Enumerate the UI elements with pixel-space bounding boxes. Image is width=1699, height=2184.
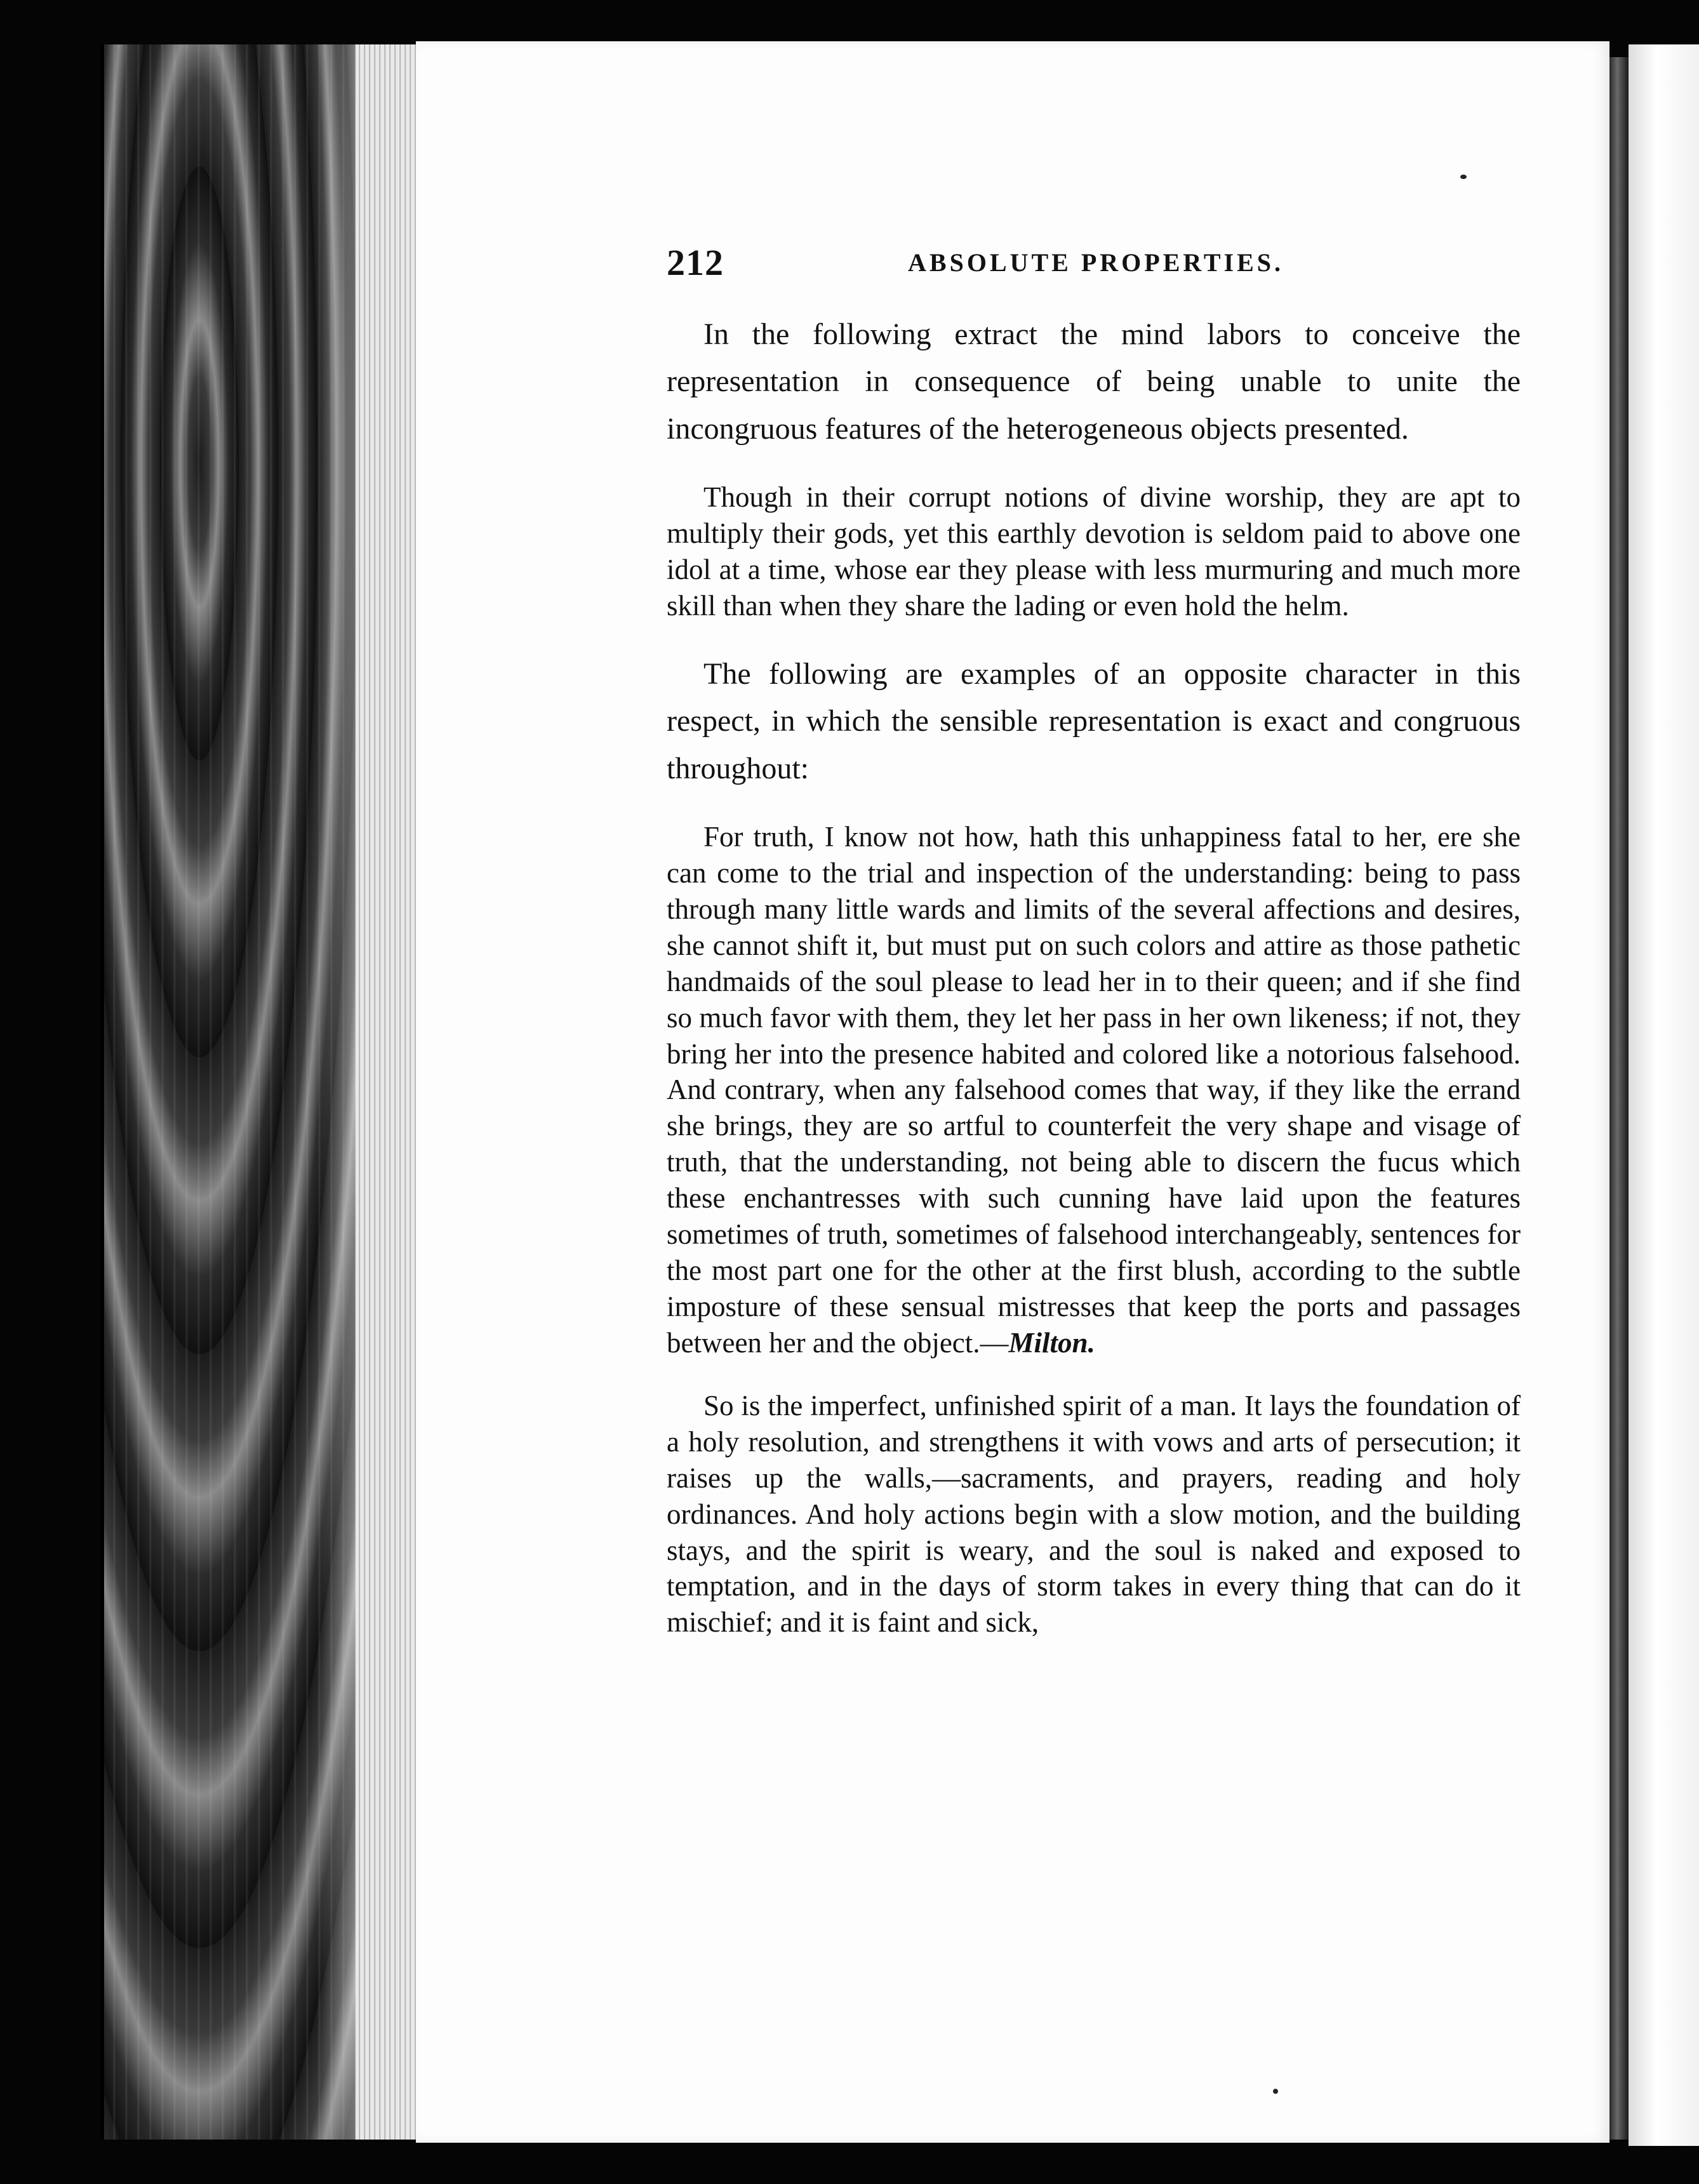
- page-leaves: [356, 44, 419, 2140]
- extract-text: For truth, I know not how, hath this unhappiness fatal to her, ere she can come to the trial and inspection of the understanding: being to pass through many little wards and limits of the several affections and desires, she cannot shift it, but must put on such colors and attire as those pathetic handmaids of the soul please to lead her in to their queen; and if she find so much favor with them, they let her pass in her own likeness; if not, they bring her into the presence habited and colored like a notorious falsehood. And contrary, when any falsehood comes that way, if they like the errand she brings, they are so artful to counterfeit the very shape and visage of truth, that the understanding, not being able to discern the fucus which these enchantresses with such cunning have laid upon the features sometimes of truth, sometimes of falsehood interchangeably, sentences for the most part one for the other at the first blush, according to the subtle imposture of these sensual mistresses that keep the ports and passages between her and the object.—: [667, 821, 1521, 1359]
- page-heading: ABSOLUTE PROPERTIES.: [908, 248, 1284, 277]
- ink-speck: [1460, 175, 1467, 179]
- paragraph-extract-2: So is the imperfect, unfinished spirit of a man. It lays the foundation of a holy resolution, and strengthens it with vows and arts of persecution; it raises up the walls,—sacraments, and prayers, reading and holy ordinances. And holy actions begin with a slow motion, and the building stays, and the spirit is weary, and the soul is naked and exposed to temptation, and in the days of storm takes in every thing that can do it mischief; and it is faint and sick,: [667, 1389, 1521, 1639]
- facing-page-edge: [1629, 44, 1699, 2146]
- page-number: 212: [667, 242, 724, 283]
- ink-speck: [1273, 2089, 1278, 2094]
- running-head: [667, 241, 1521, 298]
- book-gutter: [1609, 57, 1629, 2140]
- paragraph-intro: In the following extract the mind labors to conceive the representation in consequence of being unable to unite the incongruous features of the heterogeneous objects presented.: [667, 317, 1521, 446]
- page-text-block: [667, 241, 1521, 1667]
- paragraph-extract-1: Though in their corrupt notions of divine worship, they are apt to multiply their gods, yet this earthly devotion is seldom paid to above one idol at a time, whose ear they please with less murmuring and much more skill than when they share the lading or even hold the helm.: [667, 481, 1521, 622]
- attribution: Milton.: [1008, 1326, 1095, 1359]
- paragraph-extract-milton: [667, 819, 1521, 1361]
- paragraph-transition: The following are examples of an opposite character in this respect, in which the sensible representation is exact and congruous throughout:: [667, 656, 1521, 785]
